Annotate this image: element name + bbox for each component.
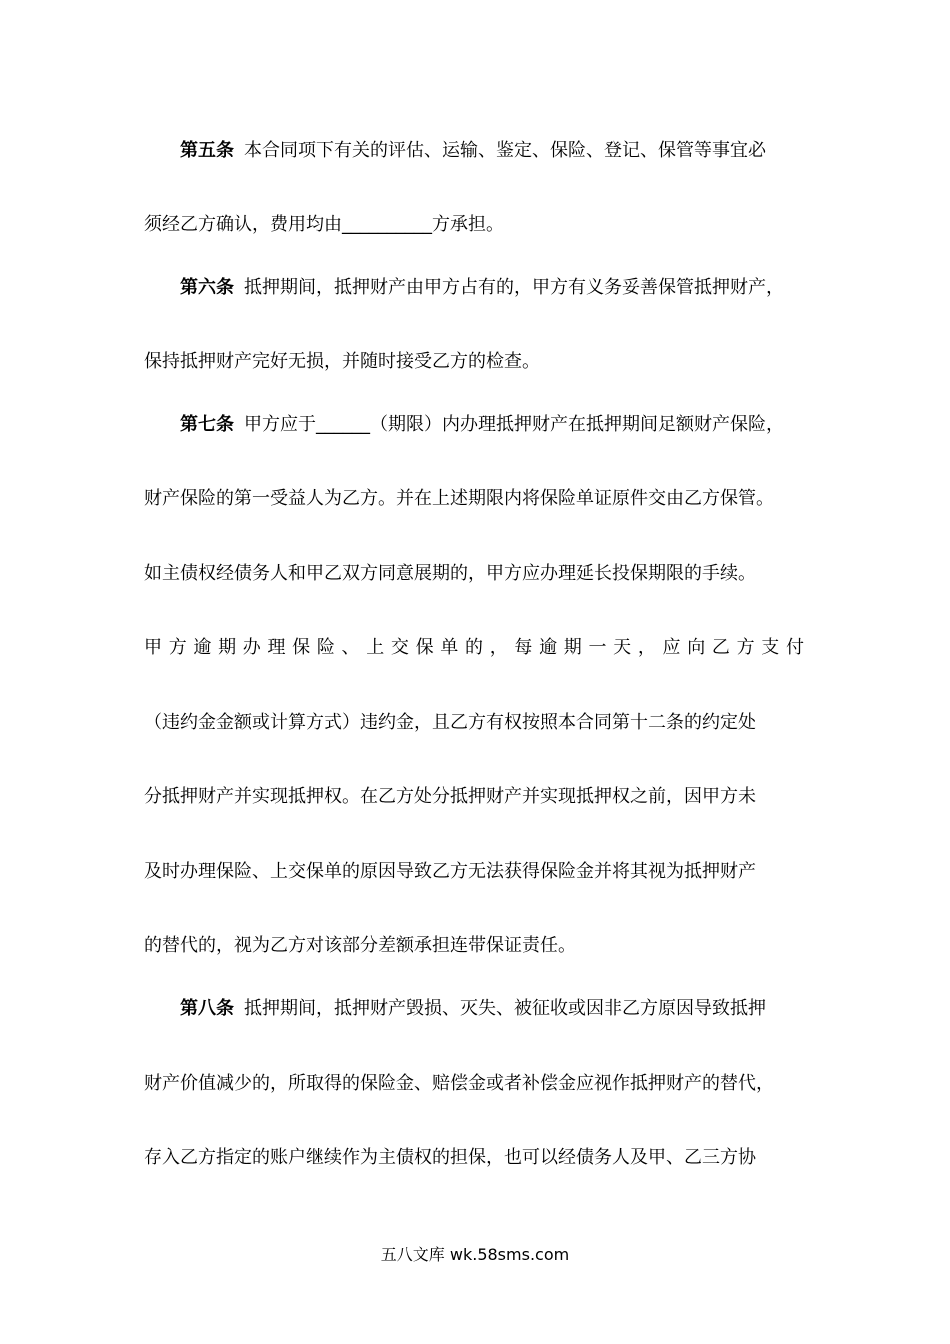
- footer-watermark: 五八文库 wk.58sms.com: [380, 1245, 570, 1264]
- clause-7-line-1: [180, 413, 820, 437]
- clause-5-heading: 第五条: [180, 140, 234, 161]
- clause-7-line-2: 财产保险的第一受益人为乙方。并在上述期限内将保险单证原件交由乙方保管。: [144, 488, 774, 509]
- clause-5-text-1: 本合同项下有关的评估、运输、鉴定、保险、登记、保管等事宜必: [244, 140, 766, 161]
- clause-6-text-1: 抵押期间，抵押财产由甲方占有的，甲方有义务妥善保管抵押财产，: [244, 277, 784, 298]
- clause-8-line-1: [180, 997, 820, 1021]
- clause-7-line-8: 的替代的，视为乙方对该部分差额承担连带保证责任。: [144, 935, 576, 956]
- clause-8-line-2: 财产价值减少的，所取得的保险金、赔偿金或者补偿金应视作抵押财产的替代，: [144, 1073, 774, 1094]
- clause-7-text-1: 甲方应于______（期限）内办理抵押财产在抵押期间足额财产保险，: [244, 414, 784, 435]
- clause-7-line-3: 如主债权经债务人和甲乙双方同意展期的，甲方应办理延长投保期限的手续。: [144, 563, 756, 584]
- clause-7-line-7: 及时办理保险、上交保单的原因导致乙方无法获得保险金并将其视为抵押财产: [144, 861, 756, 882]
- clause-6-line-2: 保持抵押财产完好无损，并随时接受乙方的检查。: [144, 351, 540, 372]
- clause-7-line-6: 分抵押财产并实现抵押权。在乙方处分抵押财产并实现抵押权之前，因甲方未: [144, 786, 756, 807]
- clause-8-line-3: 存入乙方指定的账户继续作为主债权的担保，也可以经债务人及甲、乙三方协: [144, 1147, 756, 1168]
- clause-6-heading: 第六条: [180, 277, 234, 298]
- clause-5-line-2: 须经乙方确认，费用均由__________方承担。: [144, 214, 504, 235]
- clause-5-line-1: [180, 139, 820, 163]
- clause-6-line-1: [180, 276, 820, 300]
- clause-7-line-4: 甲方逾期办理保险、上交保单的，每逾期一天，应向乙方支付: [144, 637, 804, 658]
- clause-7-heading: 第七条: [180, 414, 234, 435]
- clause-8-heading: 第八条: [180, 998, 234, 1019]
- clause-8-text-1: 抵押期间，抵押财产毁损、灭失、被征收或因非乙方原因导致抵押: [244, 998, 766, 1019]
- clause-7-line-5: （违约金金额或计算方式）违约金，且乙方有权按照本合同第十二条的约定处: [144, 712, 756, 733]
